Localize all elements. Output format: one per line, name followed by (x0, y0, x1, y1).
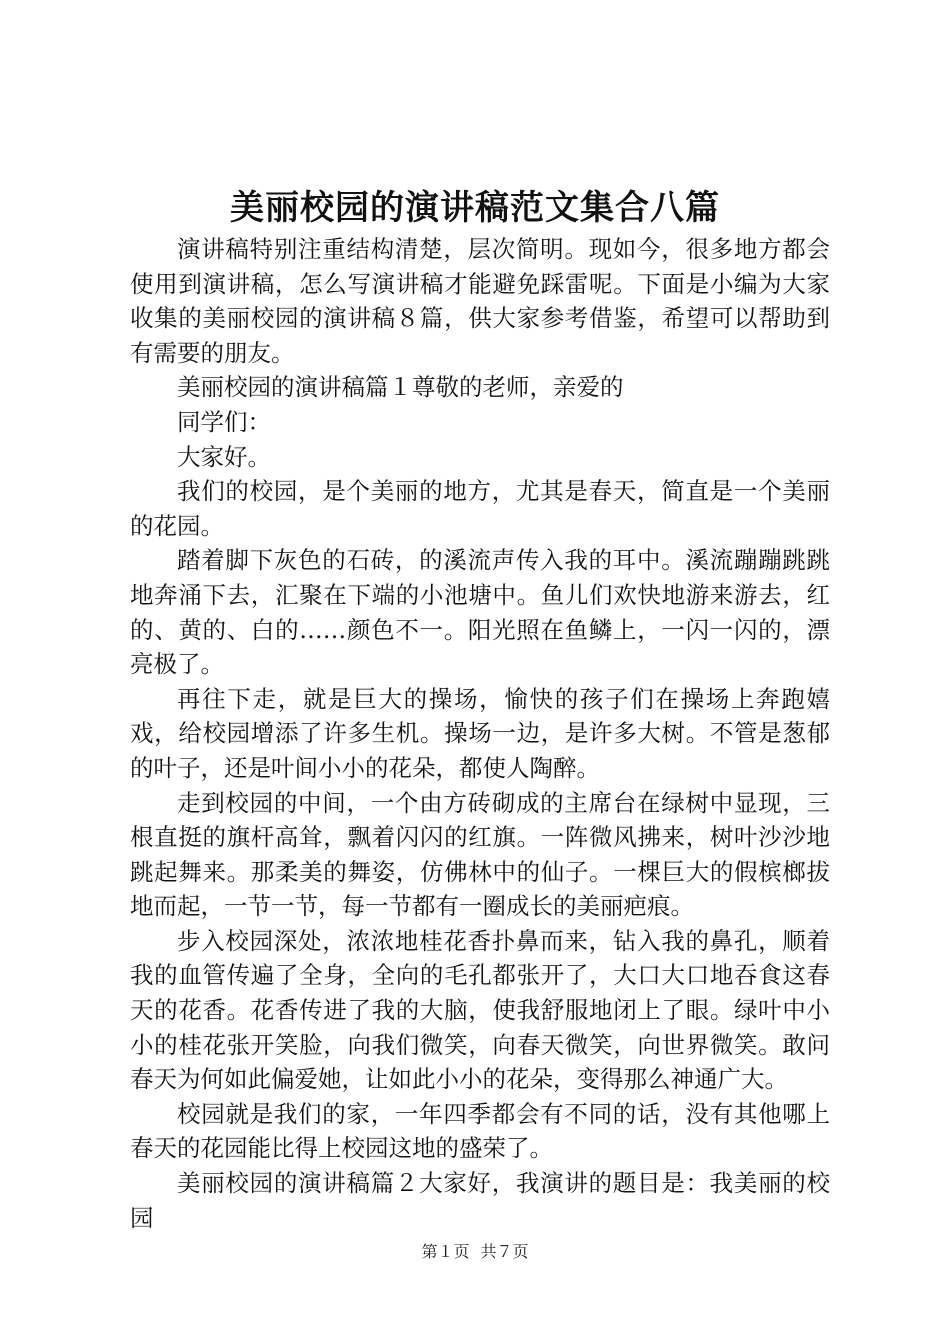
speech-2-heading: 美丽校园的演讲稿篇２大家好，我演讲的题目是：我美丽的校园 (130, 1169, 830, 1232)
greeting: 大家好。 (177, 442, 271, 471)
body-paragraph: 再往下走，就是巨大的操场，愉快的孩子们在操场上奔跑嬉戏，给校园增添了许多生机。操场一边，是许多大树。不管是葱郁的叶子，还是叶间小小的花朵，都使人陶醉。 (130, 684, 830, 782)
body-paragraph: 踏着脚下灰色的石砖，的溪流声传入我的耳中。溪流蹦蹦跳跳地奔涌下去，汇聚在下端的小池塘中。鱼儿们欢快地游来游去，红的、黄的、白的……颜色不一。阳光照在鱼鳞上，一闪一闪的，漂亮极了。 (130, 546, 830, 679)
page-total: 共７页 (480, 1242, 529, 1261)
page-number: 第１页 (421, 1242, 470, 1261)
body-paragraph: 我们的校园，是个美丽的地方，尤其是春天，简直是一个美丽的花园。 (130, 477, 830, 540)
body-paragraph: 校园就是我们的家，一年四季都会有不同的话，没有其他哪上春天的花园能比得上校园这地的盛荣了。 (130, 1099, 830, 1163)
document-body (130, 232, 830, 1235)
salutation: 同学们： (177, 407, 271, 436)
speech-1-heading: 美丽校园的演讲稿篇１尊敬的老师，亲爱的 (177, 373, 624, 402)
page-footer (0, 1240, 950, 1264)
body-paragraph: 步入校园深处，浓浓地桂花香扑鼻而来，钻入我的鼻孔，顺着我的血管传遍了全身，全向的毛孔都张开了，大口大口地吞食这春天的花香。花香传进了我的大脑，使我舒服地闭上了眼。绿叶中小小的桂花张开笑脸，向我们微笑，向春天微笑，向世界微笑。敢问春天为何如此偏爱她，让如此小小的花朵，变得那么神通广大。 (130, 926, 830, 1094)
document-title: 美丽校园的演讲稿范文集合八篇 (230, 188, 720, 228)
body-paragraph: 走到校园的中间，一个由方砖砌成的主席台在绿树中显现，三根直挺的旗杆高耸，飘着闪闪的红旗。一阵微风拂来，树叶沙沙地跳起舞来。那柔美的舞姿，仿佛林中的仙子。一棵巨大的假槟榔拔地而起，一节一节，每一节都有一圈成长的美丽疤痕。 (130, 788, 830, 921)
intro-paragraph: 演讲稿特别注重结构清楚，层次简明。现如今，很多地方都会使用到演讲稿，怎么写演讲稿才能避免踩雷呢。下面是小编为大家收集的美丽校园的演讲稿８篇，供大家参考借鉴，希望可以帮助到有需要的朋友。 (130, 235, 830, 367)
